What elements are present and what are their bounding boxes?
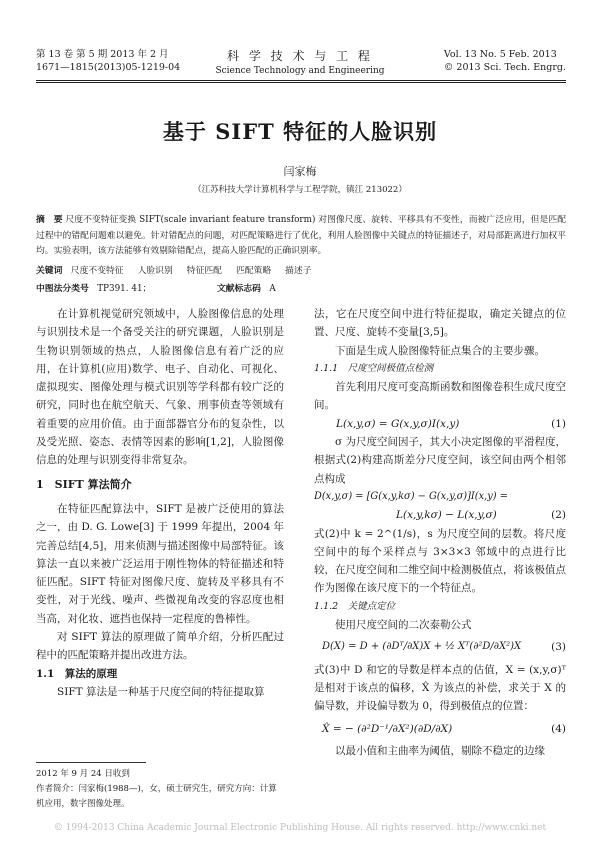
keyword-item: 特征匹配	[186, 266, 222, 276]
scale-space-paragraph: 首先利用尺度可变高斯函数和图像卷积生成尺度空间。	[314, 381, 566, 412]
journal-name	[170, 47, 430, 76]
article-code: 1671—1815(2013)05-1219-04	[36, 62, 181, 73]
right-column	[314, 305, 566, 760]
classification-label: 中图法分类号	[36, 284, 89, 294]
keyword-item: 尺度不变特征	[70, 266, 124, 276]
copyright-line: © 2013 Sci. Tech. Engrg.	[443, 62, 566, 73]
equation-2-body-a: D(x,y,σ) = [G(x,y,kσ) − G(x,y,σ)]I(x,y) =	[314, 490, 508, 502]
intro-paragraph: 在计算机视觉研究领域中，人脸图像信息的处理与识别技术是一个备受关注的研究课题，人脸识别是生物识别领域的热点，人脸图像信息有着广泛的应用，在计算机(应用)数学、电子、自动化、可视化、虚拟现实、图像处理与模式识别等学科都有较广泛的研究，同时也在航空航天、气象、刑事侦查等领域有着重要的应用价值。由于面部器官分布的复杂性，以及受光照、姿态、表情等因素的影响[1,2]，人脸图像信息的处理与识别变得非常复杂。	[36, 308, 284, 467]
section1-paragraph-2: 对 SIFT 算法的原理做了简单介绍，分析匹配过程中的匹配策略并提出改进方法。	[36, 631, 284, 662]
classification-value: TP391. 41；	[97, 284, 152, 294]
threshold-paragraph: 以最小值和主曲率为阈值，剔除不稳定的边缘	[335, 744, 545, 757]
left-column	[36, 305, 284, 701]
equation-2-body-b: L(x,y,kσ) − L(x,y,σ)	[396, 509, 497, 522]
journal-volume-info	[444, 48, 566, 74]
subsubsection-heading-2: 1.1.2 关键点定位	[314, 600, 396, 612]
equation-3-body: D(X) = D + (∂Dᵀ/∂X)X + ½ Xᵀ(∂²D/∂X²)X	[322, 641, 522, 653]
author-name: 闫家梅	[283, 165, 317, 178]
equation-1-number: (1)	[551, 417, 566, 430]
received-date: 2012 年 9 月 24 日收到	[36, 769, 130, 779]
volume-line: Vol. 13 No. 5 Feb. 2013	[443, 49, 557, 60]
taylor-paragraph: 使用尺度空间的二次泰勒公式	[335, 619, 472, 632]
abstract-label: 摘 要	[36, 215, 63, 225]
equation-4	[314, 720, 566, 738]
extrema-paragraph: 式(2)中 k = 2^(1/s)，s 为尺度空间的层数。将尺度空间中的每个采样点与 3×3×3 邻域中的点进行比较，在尺度空间和二维空间中检测极值点，将该极值点作为图像在该尺度下的一个特征点。	[314, 527, 566, 595]
subsection-heading: 1.1 算法的原理	[36, 667, 118, 680]
subsubsection-heading: 1.1.1 尺度空间极值点检测	[314, 362, 434, 374]
abstract	[36, 213, 566, 260]
offset-paragraph: 式(3)中 D 和它的导数是样本点的估值，X = (x,y,σ)ᵀ 是相对于该点的偏移，X̂ 为该点的补偿，求关于 X 的偏导数，并设偏导数为 0，得到极值点的位置：	[314, 663, 566, 713]
doc-code-value: A	[269, 284, 276, 294]
section-heading: 1 SIFT 算法简介	[36, 477, 132, 491]
keyword-item: 匹配策略	[235, 266, 272, 276]
doc-code-label: 文献标志码	[216, 284, 261, 294]
classification	[36, 281, 276, 294]
steps-intro: 下面是生成人脸图像特征点集合的主要步骤。	[335, 344, 545, 357]
equation-3	[314, 638, 566, 656]
paper-title: 基于 SIFT 特征的人脸识别	[162, 119, 438, 144]
abstract-text: 尺度不变特征变换 SIFT(scale invariant feature transform) 对图像尺度、旋转、平移具有不变性，而被广泛应用，但是匹配过程中的错配问题难以避免。针对错配点的问题，对匹配策略进行了优化，利用人脸图像中关键点的特征描述子，对局部距离进行加权平均。实验表明，该方法能够有效剔除错配点，提高人脸匹配的正确识别率。	[36, 215, 567, 256]
continued-paragraph: 法，它在尺度空间中进行特征提取，确定关键点的位置、尺度、旋转不变量[3,5]。	[314, 308, 566, 339]
keywords	[36, 263, 312, 276]
equation-2-number: (2)	[551, 509, 566, 522]
journal-name-cn: 科 学 技 术 与 工 程	[227, 49, 373, 63]
subsection-paragraph: SIFT 算法是一种基于尺度空间的特征提取算	[57, 685, 265, 698]
equation-1	[314, 415, 566, 433]
equation-2-line-2	[314, 506, 566, 524]
footnote-rule	[36, 762, 146, 763]
keyword-item: 人脸识别	[137, 266, 173, 276]
keyword-item: 描述子	[285, 266, 312, 276]
cnki-footer: © 1994-2013 China Academic Journal Electronic Publishing House. All rights reserved. http://www.cnki.net	[53, 823, 547, 833]
keywords-label: 关键词	[36, 266, 63, 276]
equation-1-body: L(x,y,σ) = G(x,y,σ)I(x,y)	[336, 417, 460, 430]
journal-name-en: Science Technology and Engineering	[215, 66, 385, 76]
equation-3-number: (3)	[551, 641, 566, 654]
equation-4-body: X̂ = − (∂²D⁻¹/∂X²)(∂D/∂X)	[322, 722, 453, 735]
footnote	[36, 767, 284, 812]
header-rule	[36, 80, 566, 81]
journal-issue-info	[36, 48, 180, 74]
sigma-paragraph: σ 为尺度空间因子，其大小决定图像的平滑程度，根据式(2)构建高斯差分尺度空间，该空间由两个相邻点构成	[314, 436, 567, 485]
issue-line: 第 13 卷 第 5 期 2013 年 2 月	[36, 49, 169, 60]
author-bio: 作者简介：闫家梅(1988—)，女，硕士研究生，研究方向：计算机应用，数字图像处理。	[36, 784, 277, 809]
equation-4-number: (4)	[551, 722, 566, 735]
affiliation: （江苏科技大学计算机科学与工程学院，镇江 213022）	[193, 185, 407, 195]
section1-paragraph-1: 在特征匹配算法中，SIFT 是被广泛使用的算法之一，由 D. G. Lowe[3] 于 1999 年提出，2004 年完善总结[4,5]，用来侦测与描述图像中局部特征。该算法一直以来被广泛运用于刚性物体的特征描述和特征匹配。SIFT 特征对图像尺度、旋转及平移具有不变性，对于光线、噪声、些微视角改变的容忍度也相当高，对化妆、遮挡也保持一定程度的鲁棒性。	[36, 502, 284, 625]
header-rule-2	[36, 82, 566, 83]
equation-2-line-1	[314, 488, 566, 506]
